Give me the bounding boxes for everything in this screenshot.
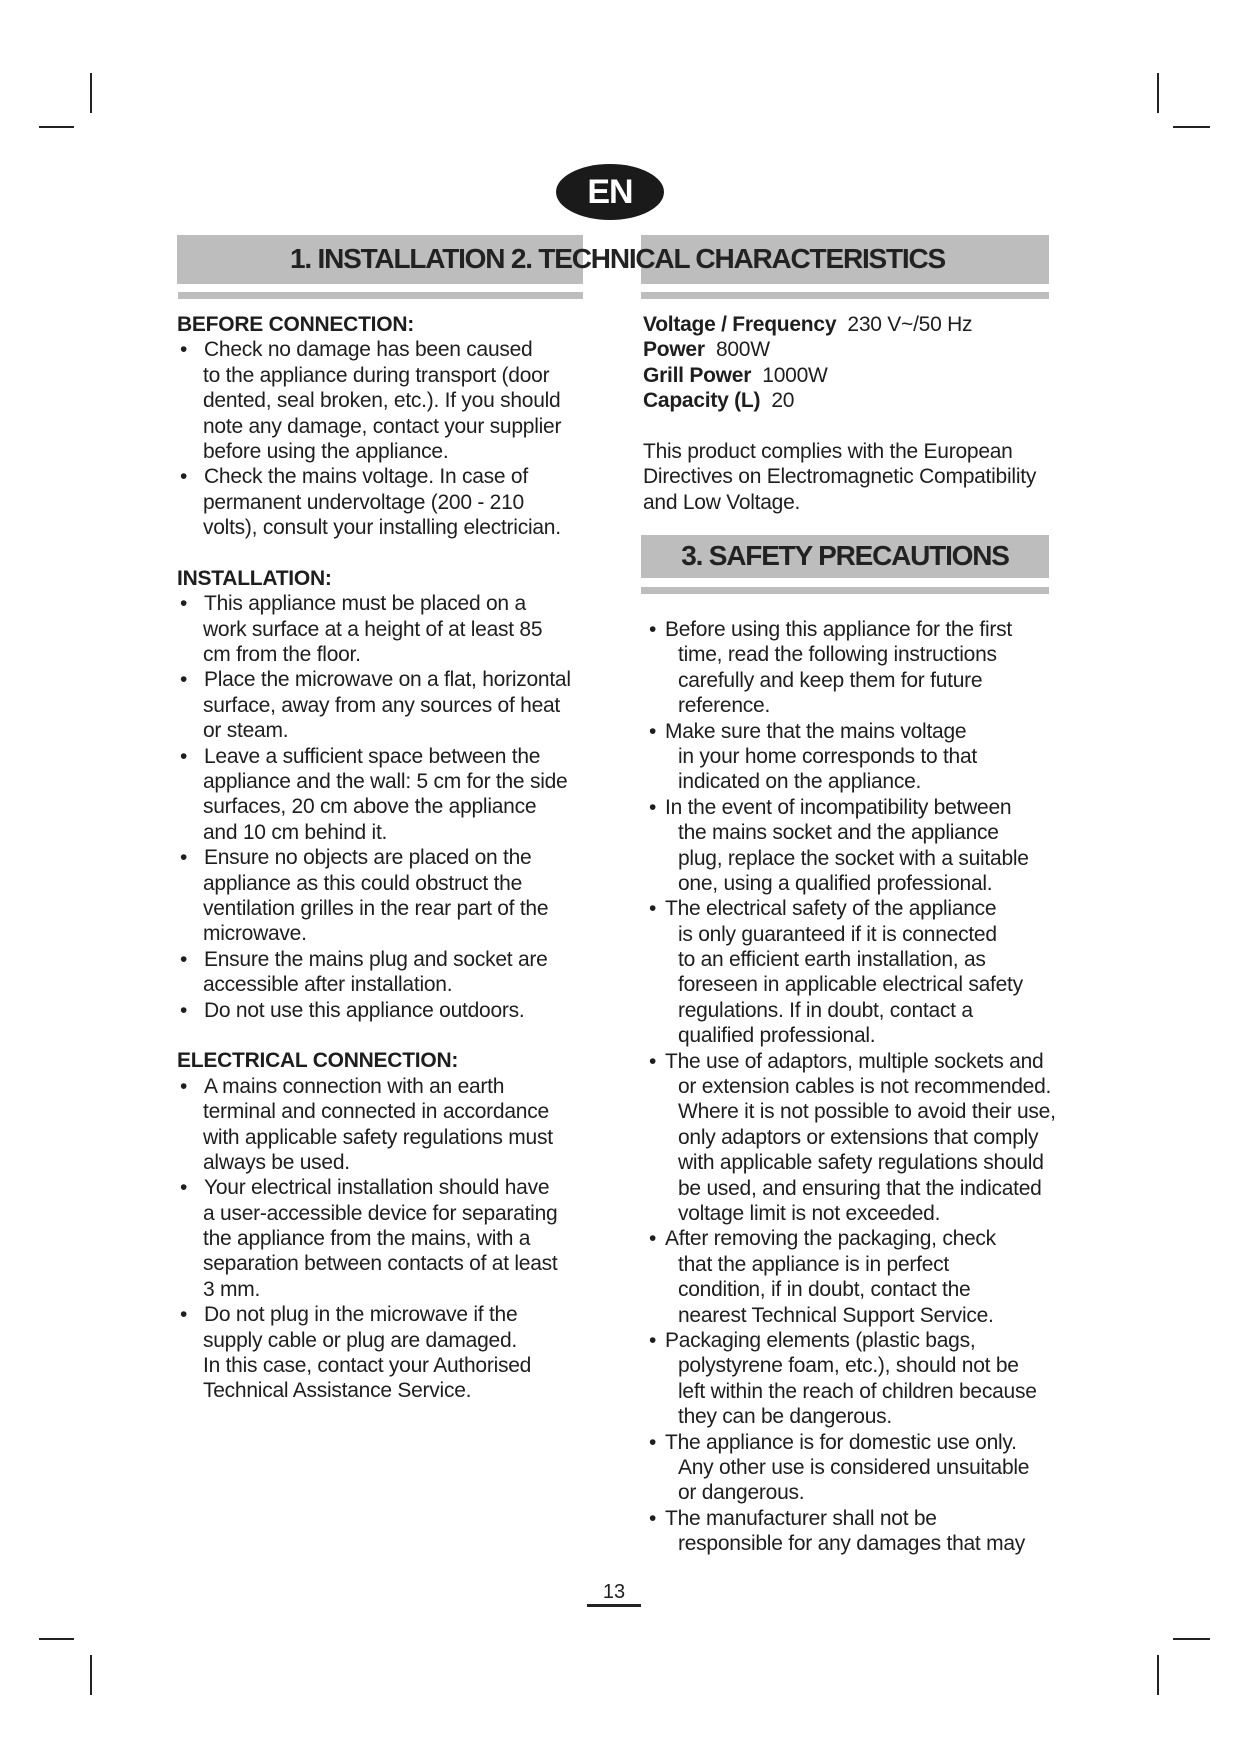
item-line: responsible for any damages that may [678,1532,1026,1556]
bullet-item [649,1049,1069,1227]
spec-row [643,388,1063,413]
bullet-icon: • [649,618,657,641]
spec-label: Capacity (L) [643,389,761,413]
item-line: reference. [678,694,771,718]
item-line: In this case, contact your Authorised [203,1354,532,1378]
item-line: Your electrical installation should have [204,1176,550,1200]
bullet-icon: • [649,1430,657,1454]
item-line: with applicable safety regulations must [203,1125,553,1149]
language-badge: EN [556,164,664,220]
spec-row [643,312,1063,337]
crop-mark [90,1655,92,1695]
spec-row [643,363,1063,388]
bullet-icon: • [180,1303,188,1327]
section-heading-safety: 3. SAFETY PRECAUTIONS [681,540,1009,571]
spec-value: 230 V~/50 Hz [847,313,973,336]
bullet-icon: • [649,897,657,921]
bullet-icon: • [180,998,188,1022]
item-line: they can be dangerous. [678,1405,892,1429]
item-line: is only guaranteed if it is connected [678,922,997,946]
item-line: Where it is not possible to avoid their use, [678,1100,1056,1124]
bullet-icon: • [649,1049,657,1073]
spacer [836,313,847,336]
item-line: in your home corresponds to that [678,744,978,768]
item-line: volts), consult your installing electrician. [203,516,561,540]
item-line: Packaging elements (plastic bags, [665,1328,976,1352]
item-line: condition, if in doubt, contact the [678,1278,971,1302]
item-line: note any damage, contact your supplier [203,414,562,438]
bullet-item [177,947,597,998]
item-line: with applicable safety regulations should [678,1151,1044,1175]
bullet-icon: • [180,1176,188,1200]
bullet-item [177,464,597,540]
item-line: 3 mm. [203,1277,261,1301]
section-heading-installation-technical: 1. INSTALLATION 2. TECHNICAL CHARACTERISTICS [290,243,945,274]
item-line: Do not use this appliance outdoors. [204,998,525,1022]
item-line: Before using this appliance for the first [665,618,1012,641]
item-line: polystyrene foam, etc.), should not be [678,1354,1019,1378]
section-gap [177,1023,597,1048]
crop-mark [1173,126,1210,128]
spec-label: Voltage / Frequency [643,313,837,336]
item-line: foreseen in applicable electrical safety [678,973,1023,997]
spec-label: Power [643,338,705,362]
crop-mark [1173,1638,1210,1640]
crop-mark [1157,1655,1159,1695]
item-line: Check no damage has been caused [204,338,533,362]
bullet-item [177,1302,597,1404]
installation-column [177,312,597,1404]
item-line: a user-accessible device for separating [203,1201,558,1225]
item-line: qualified professional. [678,1024,876,1048]
safety-list [649,617,1069,1556]
item-line: and 10 cm behind it. [203,820,388,844]
item-line: The use of adaptors, multiple sockets and [665,1049,1044,1073]
item-line: supply cable or plug are damaged. [203,1328,517,1352]
item-line: carefully and keep them for future [678,668,983,692]
item-line: Leave a sufficient space between the [204,744,541,768]
item-line: Any other use is considered unsuitable [678,1455,1030,1479]
item-line: In the event of incompatibility between [665,795,1012,819]
spacer [751,364,762,387]
spec-row [643,337,1063,362]
item-line: surfaces, 20 cm above the appliance [203,795,537,819]
bullet-item [177,998,597,1023]
item-line: left within the reach of children because [678,1379,1037,1403]
item-line: After removing the packaging, check [665,1227,996,1251]
item-line: Ensure no objects are placed on the [204,846,532,870]
item-line: microwave. [203,922,307,946]
item-line: Ensure the mains plug and socket are [204,947,548,971]
item-line: or extension cables is not recommended. [678,1075,1052,1099]
bullet-icon: • [180,668,188,692]
bullet-icon: • [649,1328,657,1352]
item-line: indicated on the appliance. [678,770,922,794]
compliance-line: This product complies with the European [643,440,1013,463]
bullet-item [649,1226,1069,1328]
item-line: accessible after installation. [203,973,453,997]
bullet-item [649,1328,1069,1430]
bullet-item [177,1175,597,1302]
item-line: voltage limit is not exceeded. [678,1201,941,1225]
compliance-line: and Low Voltage. [643,490,801,514]
technical-specs [643,312,1063,414]
bullet-icon: • [180,947,188,971]
spec-label: Grill Power [643,363,752,387]
item-line: The electrical safety of the appliance [665,897,997,921]
item-line: terminal and connected in accordance [203,1100,549,1124]
bullet-icon: • [649,1506,657,1530]
bullet-icon: • [649,719,657,743]
subsection-heading: ELECTRICAL CONNECTION: [177,1049,459,1073]
item-line: permanent undervoltage (200 - 210 [203,490,524,514]
bullet-icon: • [180,744,188,768]
bullet-item [177,744,597,846]
bullet-icon: • [180,465,188,489]
item-line: nearest Technical Support Service. [678,1303,994,1327]
item-line: to an efficient earth installation, as [678,948,986,972]
item-line: or dangerous. [678,1481,805,1505]
item-line: only adaptors or extensions that comply [678,1125,1039,1149]
bullet-item [649,896,1069,1048]
item-line: before using the appliance. [203,439,449,463]
item-line: ventilation grilles in the rear part of the [203,896,549,920]
header-rule [178,292,583,299]
item-line: or steam. [203,719,289,743]
header-rule [641,587,1049,594]
item-line: time, read the following instructions [678,643,997,667]
spec-value: 20 [771,389,795,413]
bullet-icon: • [180,846,188,870]
item-line: one, using a qualified professional. [678,871,993,895]
bullet-item [177,845,597,947]
crop-mark [39,1638,74,1640]
bullet-icon: • [649,1227,657,1251]
bullet-item [649,795,1069,897]
page-number: 13 [587,1580,641,1607]
item-line: the mains socket and the appliance [678,821,999,845]
item-line: to the appliance during transport (door [203,363,550,387]
bullet-item [649,617,1069,719]
section-gap [177,541,597,566]
spacer [760,389,771,412]
crop-mark [1157,73,1159,113]
item-line: the appliance from the mains, with a [203,1227,531,1251]
item-line: The appliance is for domestic use only. [665,1430,1017,1454]
crop-mark [90,73,92,113]
item-line: appliance as this could obstruct the [203,871,523,895]
bullet-icon: • [180,1074,188,1098]
bullet-item [177,591,597,667]
bullet-item [177,1074,597,1176]
item-line: Make sure that the mains voltage [665,719,967,743]
spec-value: 800W [715,338,770,362]
item-line: work surface at a height of at least 85 [203,617,543,641]
item-line: dented, seal broken, etc.). If you should [203,389,561,413]
item-line: Technical Assistance Service. [203,1379,472,1403]
item-line: separation between contacts of at least [203,1252,558,1276]
bullet-item [177,337,597,464]
item-line: plug, replace the socket with a suitable [678,846,1029,870]
compliance-line: Directives on Electromagnetic Compatibility [643,465,1037,489]
item-line: A mains connection with an earth [204,1074,505,1098]
spacer [705,338,716,361]
header-rule [641,292,1049,299]
bullet-item [649,1506,1069,1557]
bullet-item [649,1430,1069,1506]
spec-value: 1000W [762,363,828,387]
bullet-icon: • [649,795,657,819]
item-line: be used, and ensuring that the indicated [678,1176,1042,1200]
subsection-heading: BEFORE CONNECTION: [177,313,414,336]
subsection-heading: INSTALLATION: [177,566,332,590]
item-line: appliance and the wall: 5 cm for the side [203,770,568,794]
item-line: that the appliance is in perfect [678,1252,950,1276]
crop-mark [39,126,74,128]
bullet-item [177,667,597,743]
item-line: cm from the floor. [203,643,361,667]
compliance-statement [643,439,1063,515]
item-line: always be used. [203,1150,350,1174]
item-line: This appliance must be placed on a [204,592,526,616]
bullet-icon: • [180,338,188,362]
item-line: Place the microwave on a flat, horizontal [204,668,571,692]
item-line: regulations. If in doubt, contact a [678,998,973,1022]
bullet-item [649,719,1069,795]
item-line: Check the mains voltage. In case of [204,465,528,489]
item-line: surface, away from any sources of heat [203,693,561,717]
item-line: Do not plug in the microwave if the [204,1303,518,1327]
bullet-icon: • [180,592,188,616]
item-line: The manufacturer shall not be [665,1506,937,1530]
